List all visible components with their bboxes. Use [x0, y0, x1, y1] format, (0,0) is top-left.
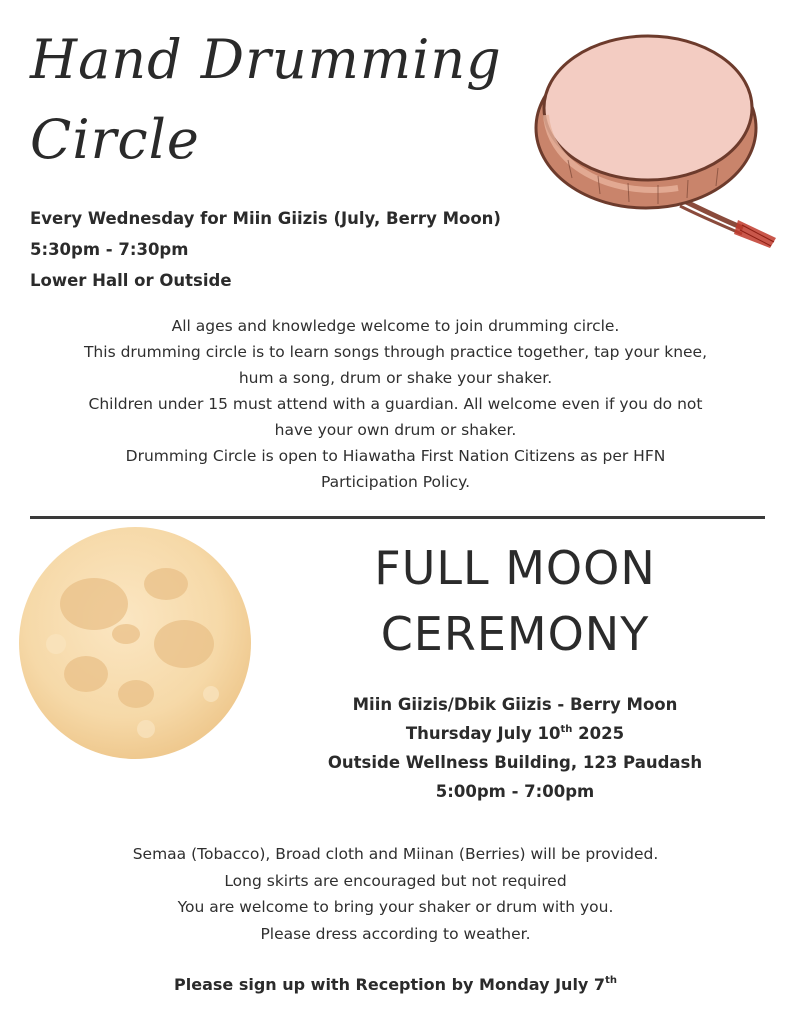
drumming-details — [30, 203, 590, 296]
drumming-description-line: Participation Policy. — [321, 473, 470, 491]
drumming-title — [30, 20, 500, 180]
section-divider — [30, 516, 765, 519]
drumming-title-line2: Circle — [30, 108, 200, 171]
drumming-description-line: Drumming Circle is open to Hiawatha First Nation Citizens as per HFN — [125, 447, 666, 465]
ceremony-details — [290, 690, 740, 806]
drumming-location: Lower Hall or Outside — [30, 271, 232, 290]
full-moon-image — [16, 524, 254, 762]
ceremony-description-line: Semaa (Tobacco), Broad cloth and Miinan (Berries) will be provided. — [132, 845, 659, 863]
signup-notice — [20, 975, 771, 994]
ceremony-date-prefix: Thursday July 10 — [405, 724, 561, 743]
drumming-time: 5:30pm - 7:30pm — [30, 240, 189, 259]
drumming-title-line1: Hand Drumming — [30, 28, 502, 91]
ceremony-date-ordinal: th — [560, 724, 573, 735]
ceremony-moon-name: Miin Giizis/Dbik Giizis - Berry Moon — [352, 695, 678, 714]
ceremony-title-line1: FULL MOON — [374, 541, 656, 595]
drumming-description-line: hum a song, drum or shake your shaker. — [238, 369, 553, 387]
drumming-description-line: have your own drum or shaker. — [274, 421, 517, 439]
drumming-description-line: All ages and knowledge welcome to join drumming circle. — [171, 317, 620, 335]
signup-ordinal: th — [605, 975, 617, 986]
ceremony-title — [330, 535, 700, 667]
drumming-description-line: This drumming circle is to learn songs through practice together, tap your knee, — [83, 343, 708, 361]
drumming-description-line: Children under 15 must attend with a guardian. All welcome even if you do not — [88, 395, 703, 413]
ceremony-description-line: Please dress according to weather. — [260, 924, 531, 943]
ceremony-description-line: Long skirts are encouraged but not required — [224, 871, 567, 890]
ceremony-title-line2: CEREMONY — [380, 607, 650, 661]
ceremony-description — [20, 841, 771, 947]
drumming-description — [20, 313, 771, 495]
ceremony-time: 5:00pm - 7:00pm — [435, 782, 595, 801]
drumming-schedule: Every Wednesday for Miin Giizis (July, Berry Moon) — [30, 209, 501, 228]
ceremony-location: Outside Wellness Building, 123 Paudash — [327, 753, 703, 772]
signup-text: Please sign up with Reception by Monday July 7 — [174, 975, 606, 994]
ceremony-description-line: You are welcome to bring your shaker or drum with you. — [177, 898, 614, 916]
tassel — [734, 220, 776, 248]
ceremony-date-year: 2025 — [572, 724, 625, 743]
ceremony-date — [290, 719, 740, 748]
